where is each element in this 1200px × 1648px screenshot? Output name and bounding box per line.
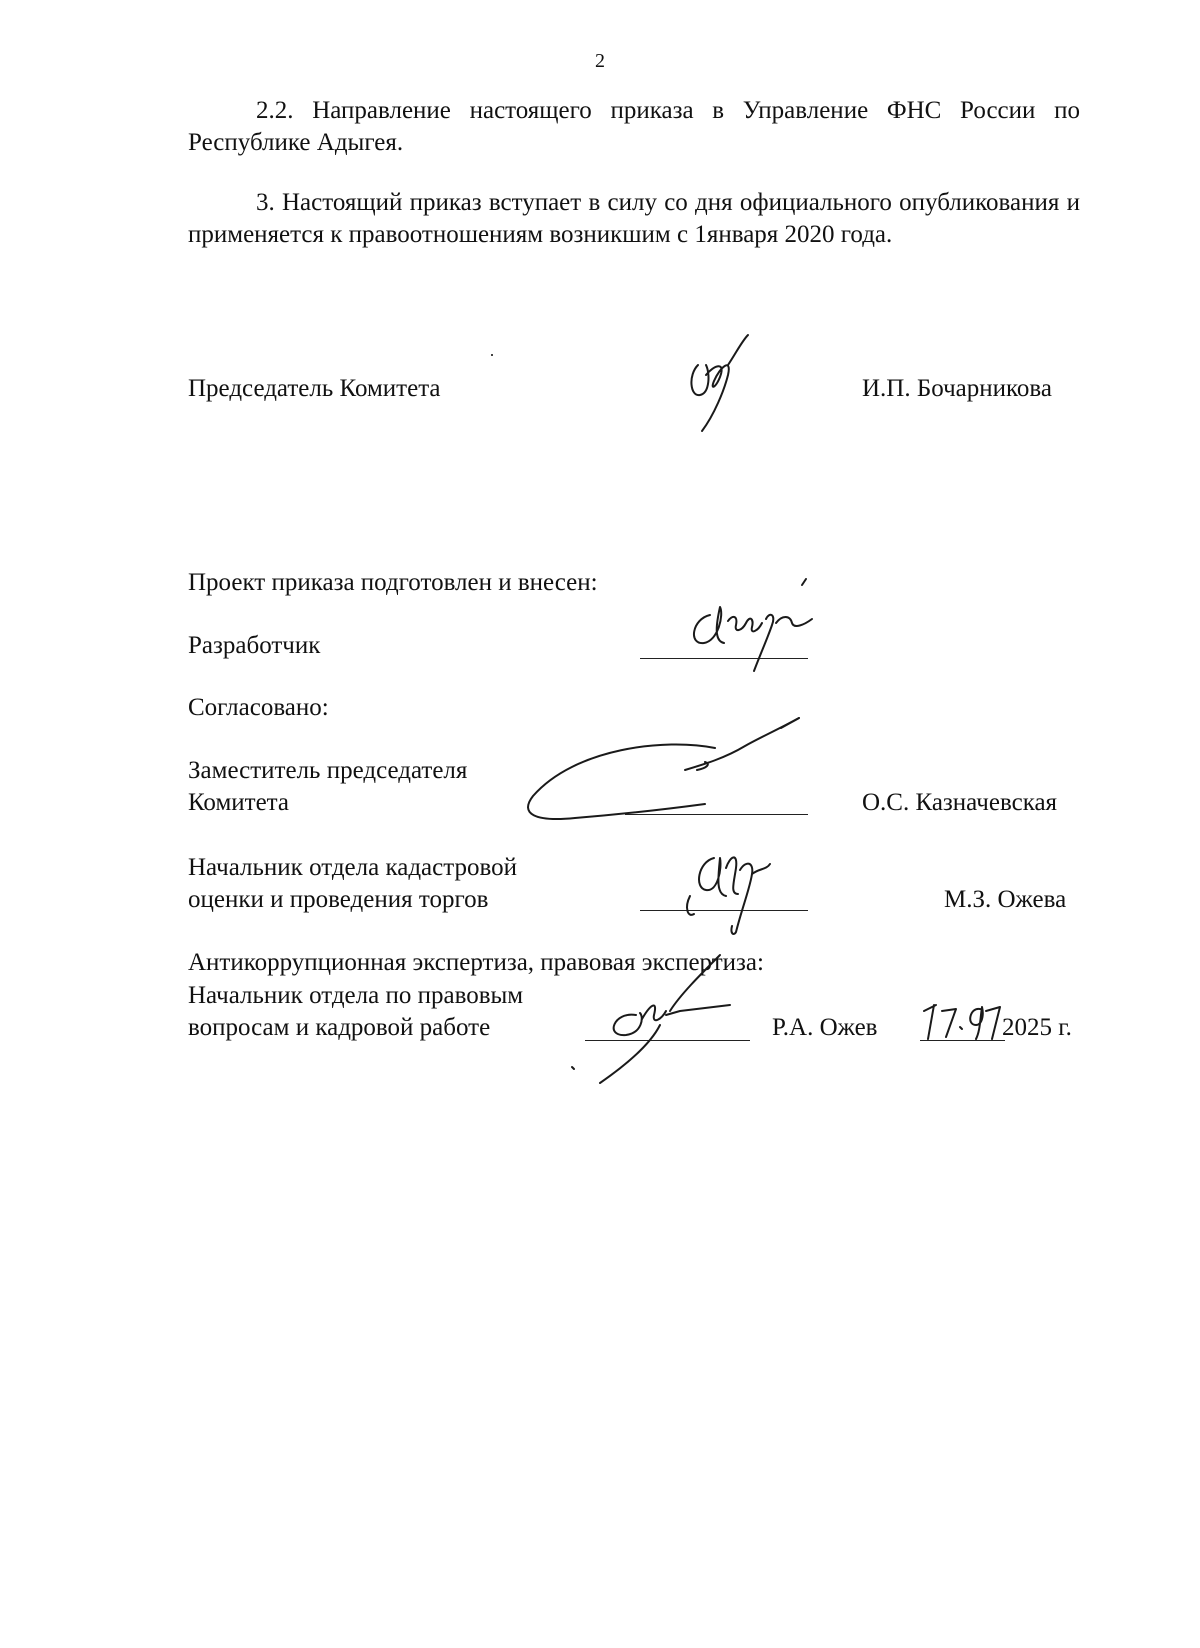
deputy-position-line1: Заместитель председателя — [188, 757, 468, 784]
cadastral-name: М.З. Ожева — [944, 886, 1067, 913]
paragraph-3: 3. Настоящий приказ вступает в силу со дня официального опубликования и применяется к правоотношениям возникшим с 1января 2020 года. — [188, 189, 1080, 248]
handwritten-date — [920, 995, 1010, 1045]
scan-speck — [491, 354, 493, 356]
legal-position-line1: Начальник отдела по правовым — [188, 982, 524, 1009]
developer-signature — [680, 585, 820, 675]
cadastral-position-line2: оценки и проведения торгов — [188, 886, 489, 913]
page-number: 2 — [595, 50, 605, 72]
cadastral-position-line1: Начальник отдела кадастровой — [188, 854, 517, 881]
chairman-name: И.П. Бочарникова — [862, 375, 1052, 402]
cadastral-signature — [680, 838, 790, 938]
legal-name: Р.А. Ожев — [772, 1014, 878, 1041]
paragraph-2-2: 2.2. Направление настоящего приказа в Управление ФНС России по Республике Адыгея. — [188, 97, 1080, 156]
deputy-name: О.С. Казначевская — [862, 789, 1058, 816]
chairman-signature — [680, 335, 760, 435]
legal-signature — [570, 955, 750, 1085]
deputy-signature — [515, 718, 815, 828]
agreed-heading: Согласовано: — [188, 694, 329, 721]
prepared-heading: Проект приказа подготовлен и внесен: — [188, 569, 598, 596]
date-suffix: 2025 г. — [1002, 1014, 1072, 1041]
chairman-position: Председатель Комитета — [188, 375, 441, 402]
developer-position: Разработчик — [188, 632, 321, 659]
deputy-position-line2: Комитета — [188, 789, 290, 816]
legal-position-line2: вопросам и кадровой работе — [188, 1014, 491, 1041]
expertise-heading: Антикоррупционная экспертиза, правовая экспертиза: — [188, 949, 764, 976]
